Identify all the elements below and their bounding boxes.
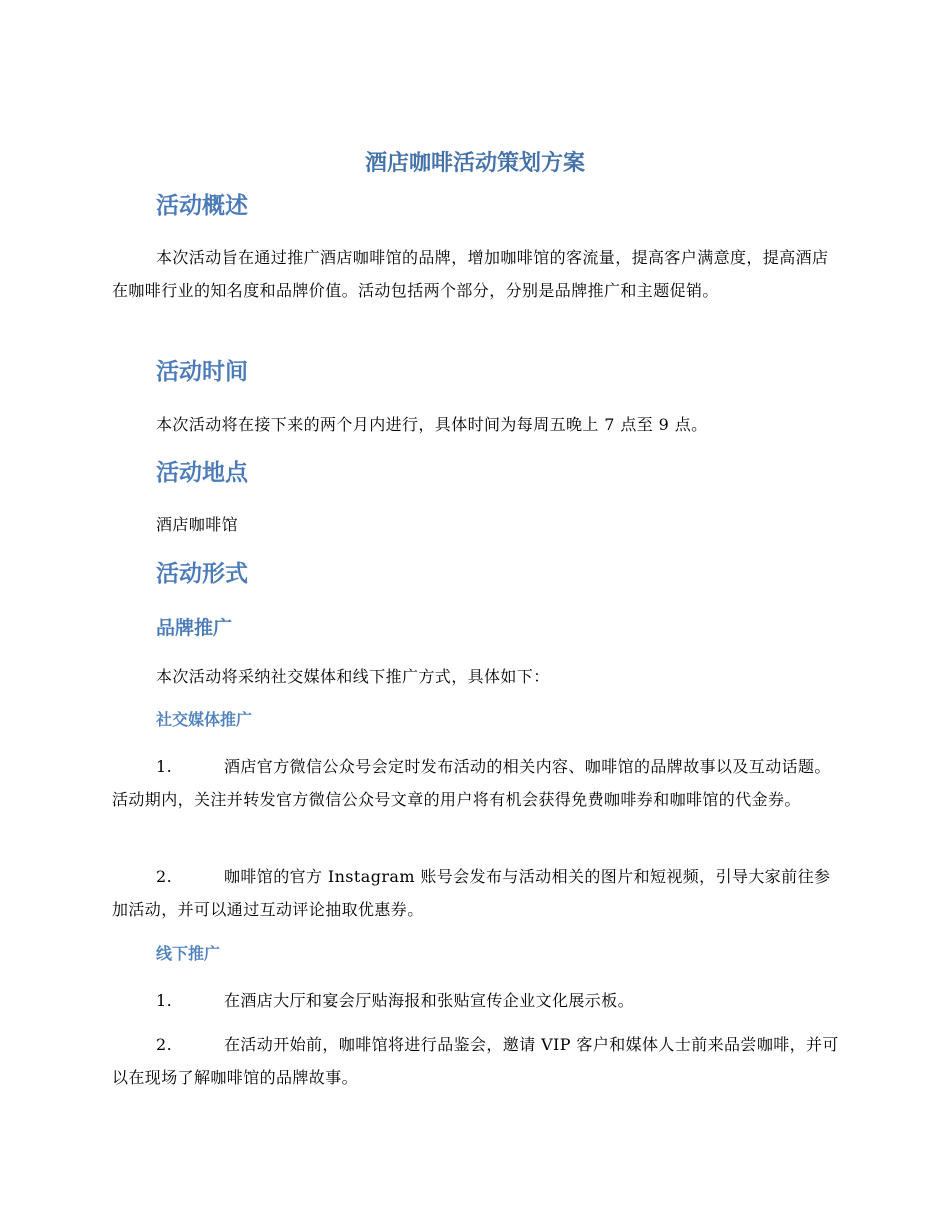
list-number: 1.	[156, 757, 173, 776]
list-text: 在酒店大厅和宴会厅贴海报和张贴宣传企业文化展示板。	[224, 991, 635, 1010]
section-heading-format: 活动形式	[156, 561, 248, 587]
section-heading-overview: 活动概述	[156, 193, 248, 219]
document-title: 酒店咖啡活动策划方案	[364, 151, 585, 176]
list-number: 2.	[156, 1035, 173, 1054]
list-text: 酒店官方微信公众号会定时发布活动的相关内容、咖啡馆的品牌故事以及互动话题。活动期内，关注并转发官方微信公众号文章的用户将有机会获得免费咖啡券和咖啡馆的代金券。	[112, 757, 831, 809]
list-number: 2.	[156, 867, 173, 886]
brand-promotion-intro: 本次活动将采纳社交媒体和线下推广方式，具体如下：	[156, 667, 550, 686]
overview-paragraph: 本次活动旨在通过推广酒店咖啡馆的品牌，增加咖啡馆的客流量，提高客户满意度，提高酒店在咖啡行业的知名度和品牌价值。活动包括两个部分，分别是品牌推广和主题促销。	[112, 248, 829, 300]
list-item	[112, 984, 840, 1017]
list-number: 1.	[156, 991, 173, 1010]
subsubsection-heading-offline: 线下推广	[156, 944, 221, 963]
subsection-heading-brand-promotion: 品牌推广	[156, 617, 233, 639]
subsubsection-heading-social-media: 社交媒体推广	[156, 710, 253, 729]
list-text: 在活动开始前，咖啡馆将进行品鉴会，邀请 VIP 客户和媒体人士前来品尝咖啡，并可以在现场了解咖啡馆的品牌故事。	[112, 1035, 839, 1087]
section-heading-time: 活动时间	[156, 359, 248, 385]
location-paragraph: 酒店咖啡馆	[156, 515, 239, 534]
time-paragraph: 本次活动将在接下来的两个月内进行，具体时间为每周五晚上 7 点至 9 点。	[156, 415, 708, 434]
list-item	[112, 860, 840, 926]
list-text: 咖啡馆的官方 Instagram 账号会发布与活动相关的图片和短视频，引导大家前往参加活动，并可以通过互动评论抽取优惠券。	[112, 867, 831, 919]
section-heading-location: 活动地点	[156, 460, 248, 486]
list-item	[112, 750, 840, 816]
list-item	[112, 1028, 840, 1094]
